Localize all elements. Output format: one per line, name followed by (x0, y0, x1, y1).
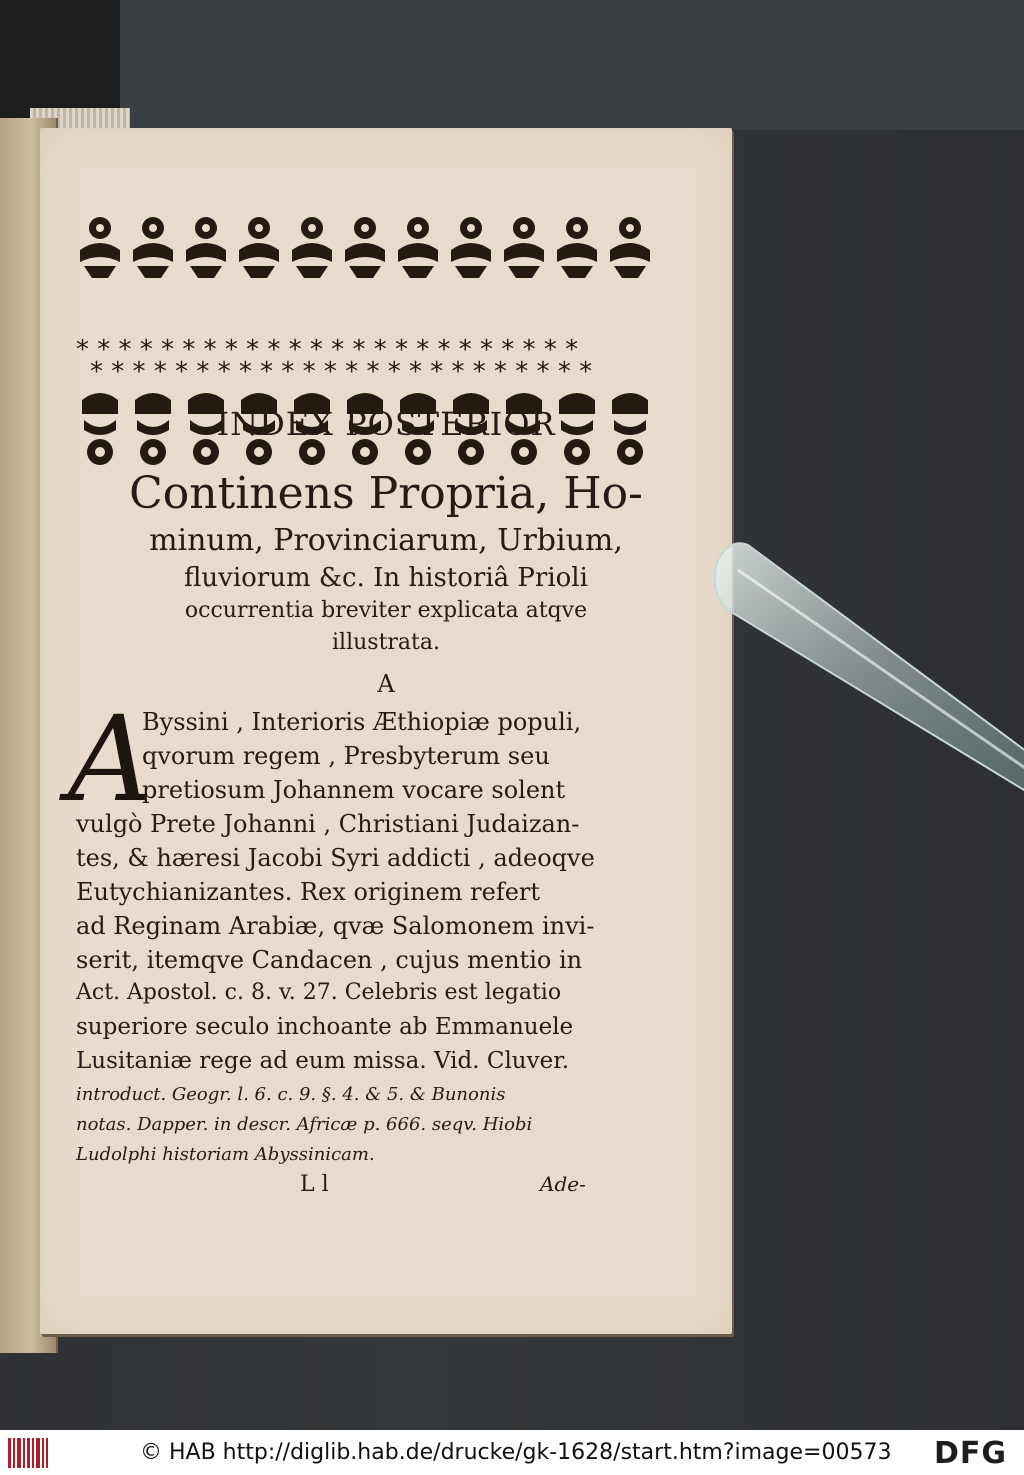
body-line-3: pretiosum Johannem vocare solent (142, 776, 566, 804)
svg-text:* * * * * * * * * * * * * * *: * * * * * * * * * * * * * * * * * * * * * * * * (90, 357, 593, 387)
body-line-4: vulgò Prete Johanni , Christiani Judaizan- (76, 810, 580, 838)
body-line-11: Lusitaniæ rege ad eum missa. Vid. Cluver. (76, 1048, 570, 1074)
barcode-icon (8, 1438, 48, 1468)
floral-ornament-band (68, 200, 694, 512)
footer-bar (0, 1430, 1024, 1475)
page-title: INDEX POSTERIOR (216, 405, 556, 443)
body-line-14: Ludolphi historiam Abyssinicam. (76, 1144, 375, 1165)
backdrop (120, 0, 1024, 130)
footer-credit: © HAB http://diglib.hab.de/drucke/gk-1628/start.htm?image=00573 (140, 1440, 892, 1465)
subtitle-line-1: Continens Propria, Ho- (129, 468, 643, 519)
catchword: Ade- (540, 1172, 586, 1196)
body-line-7: ad Reginam Arabiæ, qvæ Salomonem invi- (76, 912, 595, 940)
subtitle-line-3: fluviorum &c. In historiâ Prioli (184, 563, 588, 593)
svg-text:* * * * * * * * * * * * * * *: * * * * * * * * * * * * * * * * * * * * * * * * (76, 335, 579, 365)
body-line-2: qvorum regem , Presbyterum seu (142, 742, 550, 770)
body-line-9: Act. Apostol. c. 8. v. 27. Celebris est legatio (76, 980, 562, 1005)
section-letter: A (377, 670, 395, 698)
body-line-1: Byssini , Interioris Æthiopiæ populi, (142, 708, 582, 736)
glass-page-weight (708, 540, 1024, 820)
body-line-8: serit, itemqve Candacen , cujus mentio in (76, 946, 583, 974)
drop-cap: A (68, 690, 154, 828)
subtitle-line-4: occurrentia breviter explicata atqve (184, 598, 588, 623)
body-line-10: superiore seculo inchoante ab Emmanuele (76, 1014, 574, 1040)
body-line-12: introduct. Geogr. l. 6. c. 9. §. 4. & 5. & Bunonis (76, 1084, 506, 1105)
subtitle-line-5: illustrata. (332, 630, 440, 655)
dfg-logo: DFG (934, 1436, 1008, 1471)
subtitle-line-2: minum, Provinciarum, Urbium, (149, 523, 623, 558)
body-line-6: Eutychianizantes. Rex originem refert (76, 878, 541, 906)
signature-mark: L l (300, 1172, 329, 1197)
body-line-5: tes, & hæresi Jacobi Syri addicti , adeoqve (76, 844, 595, 872)
body-line-13: notas. Dapper. in descr. Africæ p. 666. seqv. Hiobi (76, 1114, 533, 1135)
book-page (40, 128, 732, 1334)
